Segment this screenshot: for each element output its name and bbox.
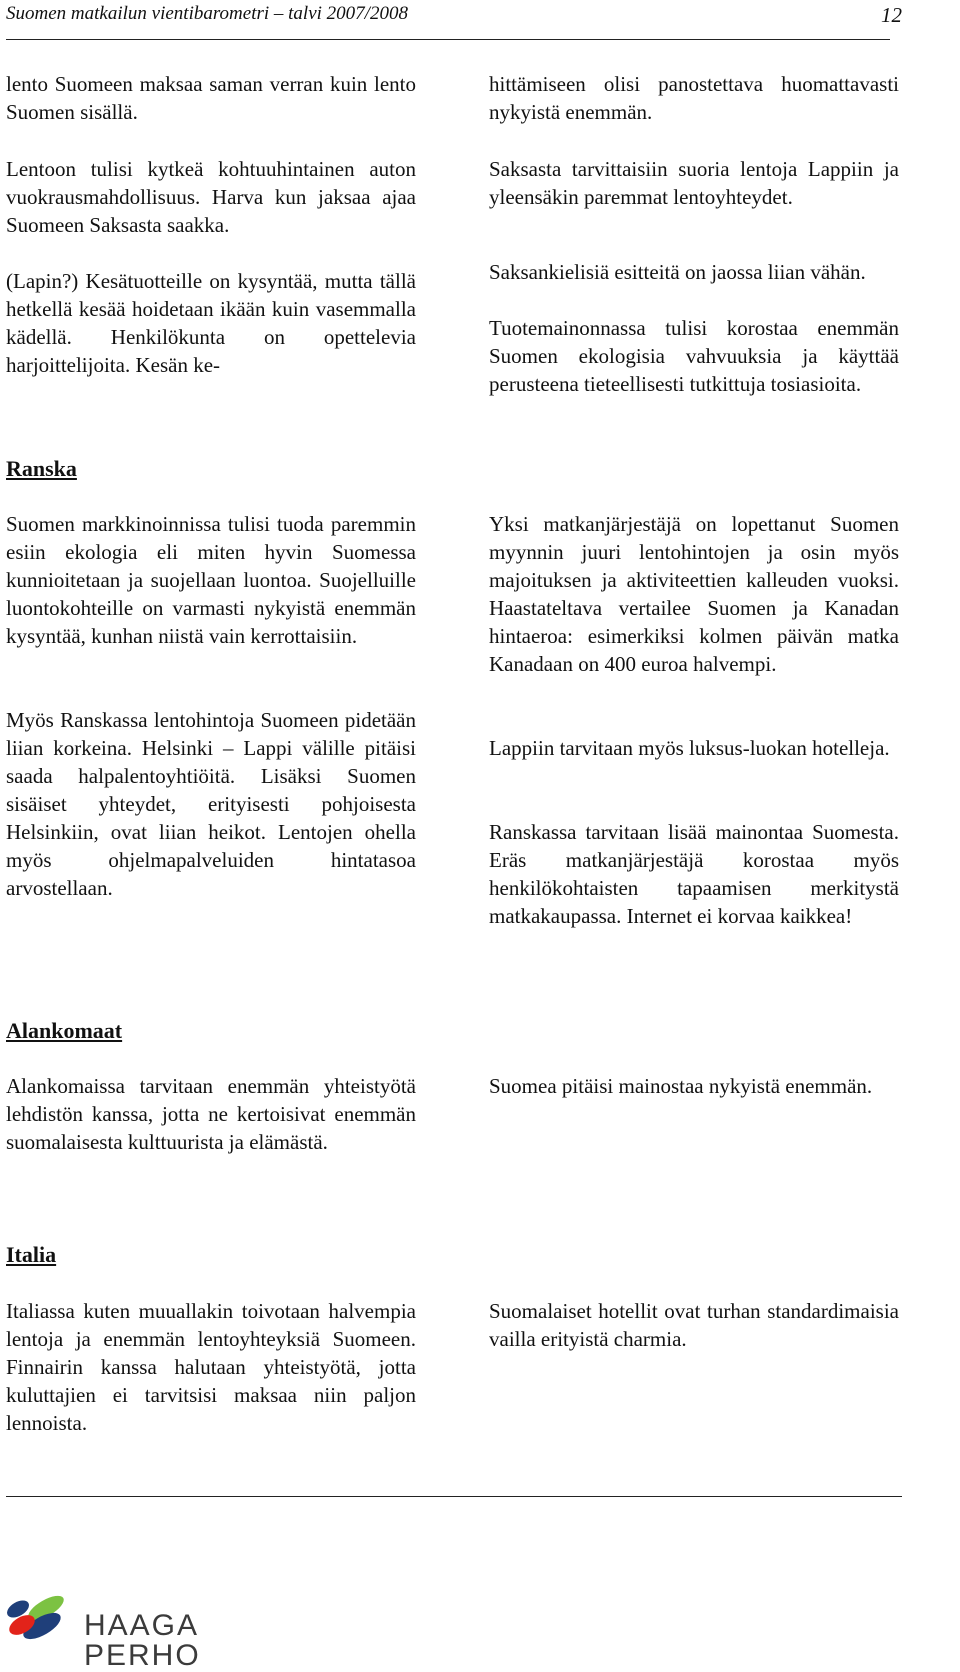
paragraph: Suomea pitäisi mainostaa nykyistä enemmän. [489, 1074, 873, 1098]
section-heading-italia: Italia [6, 1242, 57, 1267]
paragraph: (Lapin?) Kesätuotteille on kysyntää, mutta tällä hetkellä kesää hoidetaan ikään kuin vasemmalla kädellä. Henkilökunta on opettelevia harjoittelijoita. Kesän ke- [6, 269, 416, 377]
header-rule [6, 39, 890, 40]
section-heading-alankomaat: Alankomaat [6, 1018, 123, 1043]
paragraph: Alankomaissa tarvitaan enemmän yhteistyötä lehdistön kanssa, jotta ne kertoisivat enemmän suomalaisesta kulttuurista ja elämästä. [6, 1074, 416, 1154]
section-heading-ranska: Ranska [6, 456, 77, 481]
paragraph: lento Suomeen maksaa saman verran kuin lento Suomen sisällä. [6, 72, 416, 124]
paragraph: Italiassa kuten muuallakin toivotaan halvempia lentoja ja enemmän lentoyhteyksiä Suomeen. Finnairin kanssa halutaan yhteistyötä, jotta kuluttajien ei tarvitsisi maksaa niin paljon lennoista. [6, 1299, 416, 1435]
page-number: 12 [881, 3, 902, 27]
paragraph: Saksasta tarvittaisiin suoria lentoja Lappiin ja yleensäkin paremmat lentoyhteydet. [489, 157, 899, 209]
paragraph: Suomen markkinoinnissa tulisi tuoda paremmin esiin ekologia eli miten hyvin Suomessa kunnioitetaan ja suojellaan luontoa. Suojelluille luontokohteille on varmasti nykyistä enemmän kysyntää, kunhan niistä vain kerrottaisiin. [6, 512, 416, 648]
logo-graphic [0, 1590, 240, 1667]
paragraph: Suomalaiset hotellit ovat turhan standardimaisia vailla erityistä charmia. [489, 1299, 899, 1351]
paragraph: Lentoon tulisi kytkeä kohtuuhintainen auton vuokrausmahdollisuus. Harva kun jaksaa ajaa Suomeen Saksasta saakka. [6, 157, 416, 237]
haaga-perho-logo [0, 1590, 240, 1667]
paragraph: Ranskassa tarvitaan lisää mainontaa Suomesta. Eräs matkanjärjestäjä korostaa myös henkilökohtaisten tapaamisen merkitystä matkakaupassa. Internet ei korvaa kaikkea! [489, 820, 899, 928]
paragraph: Yksi matkanjärjestäjä on lopettanut Suomen myynnin juuri lentohintojen ja osin myös majoituksen ja aktiviteettien kalleuden vuoksi. Haastateltava vertailee Suomen ja Kanadan hintaeroa: esimerkiksi kolmen päivän matka Kanadaan on 400 euroa halvempi. [489, 512, 899, 676]
paragraph: Tuotemainonnassa tulisi korostaa enemmän Suomen ekologisia vahvuuksia ja käyttää perusteena tieteellisesti tutkittuja tosiasioita. [489, 316, 899, 396]
paragraph: Saksankielisiä esitteitä on jaossa liian vähän. [489, 260, 866, 284]
paragraph: hittämiseen olisi panostettava huomattavasti nykyistä enemmän. [489, 72, 899, 124]
paragraph: Myös Ranskassa lentohintoja Suomeen pidetään liian korkeina. Helsinki – Lappi välille pitäisi saada halpalentoyhtiöitä. Lisäksi Suomen sisäiset yhteydet, erityisesti pohjoisesta Helsinkiin, ovat liian heikot. Lentojen ohella myös ohjelmapalveluiden hintatasoa arvostellaan. [6, 708, 416, 900]
logo-text-line2: PERHO [84, 1639, 201, 1667]
document-header-title: Suomen matkailun vientibarometri – talvi 2007/2008 [6, 3, 408, 24]
paragraph: Lappiin tarvitaan myös luksus-luokan hotelleja. [489, 736, 890, 760]
logo-text-line1: HAAGA [84, 1609, 200, 1642]
footer-rule [6, 1496, 902, 1497]
